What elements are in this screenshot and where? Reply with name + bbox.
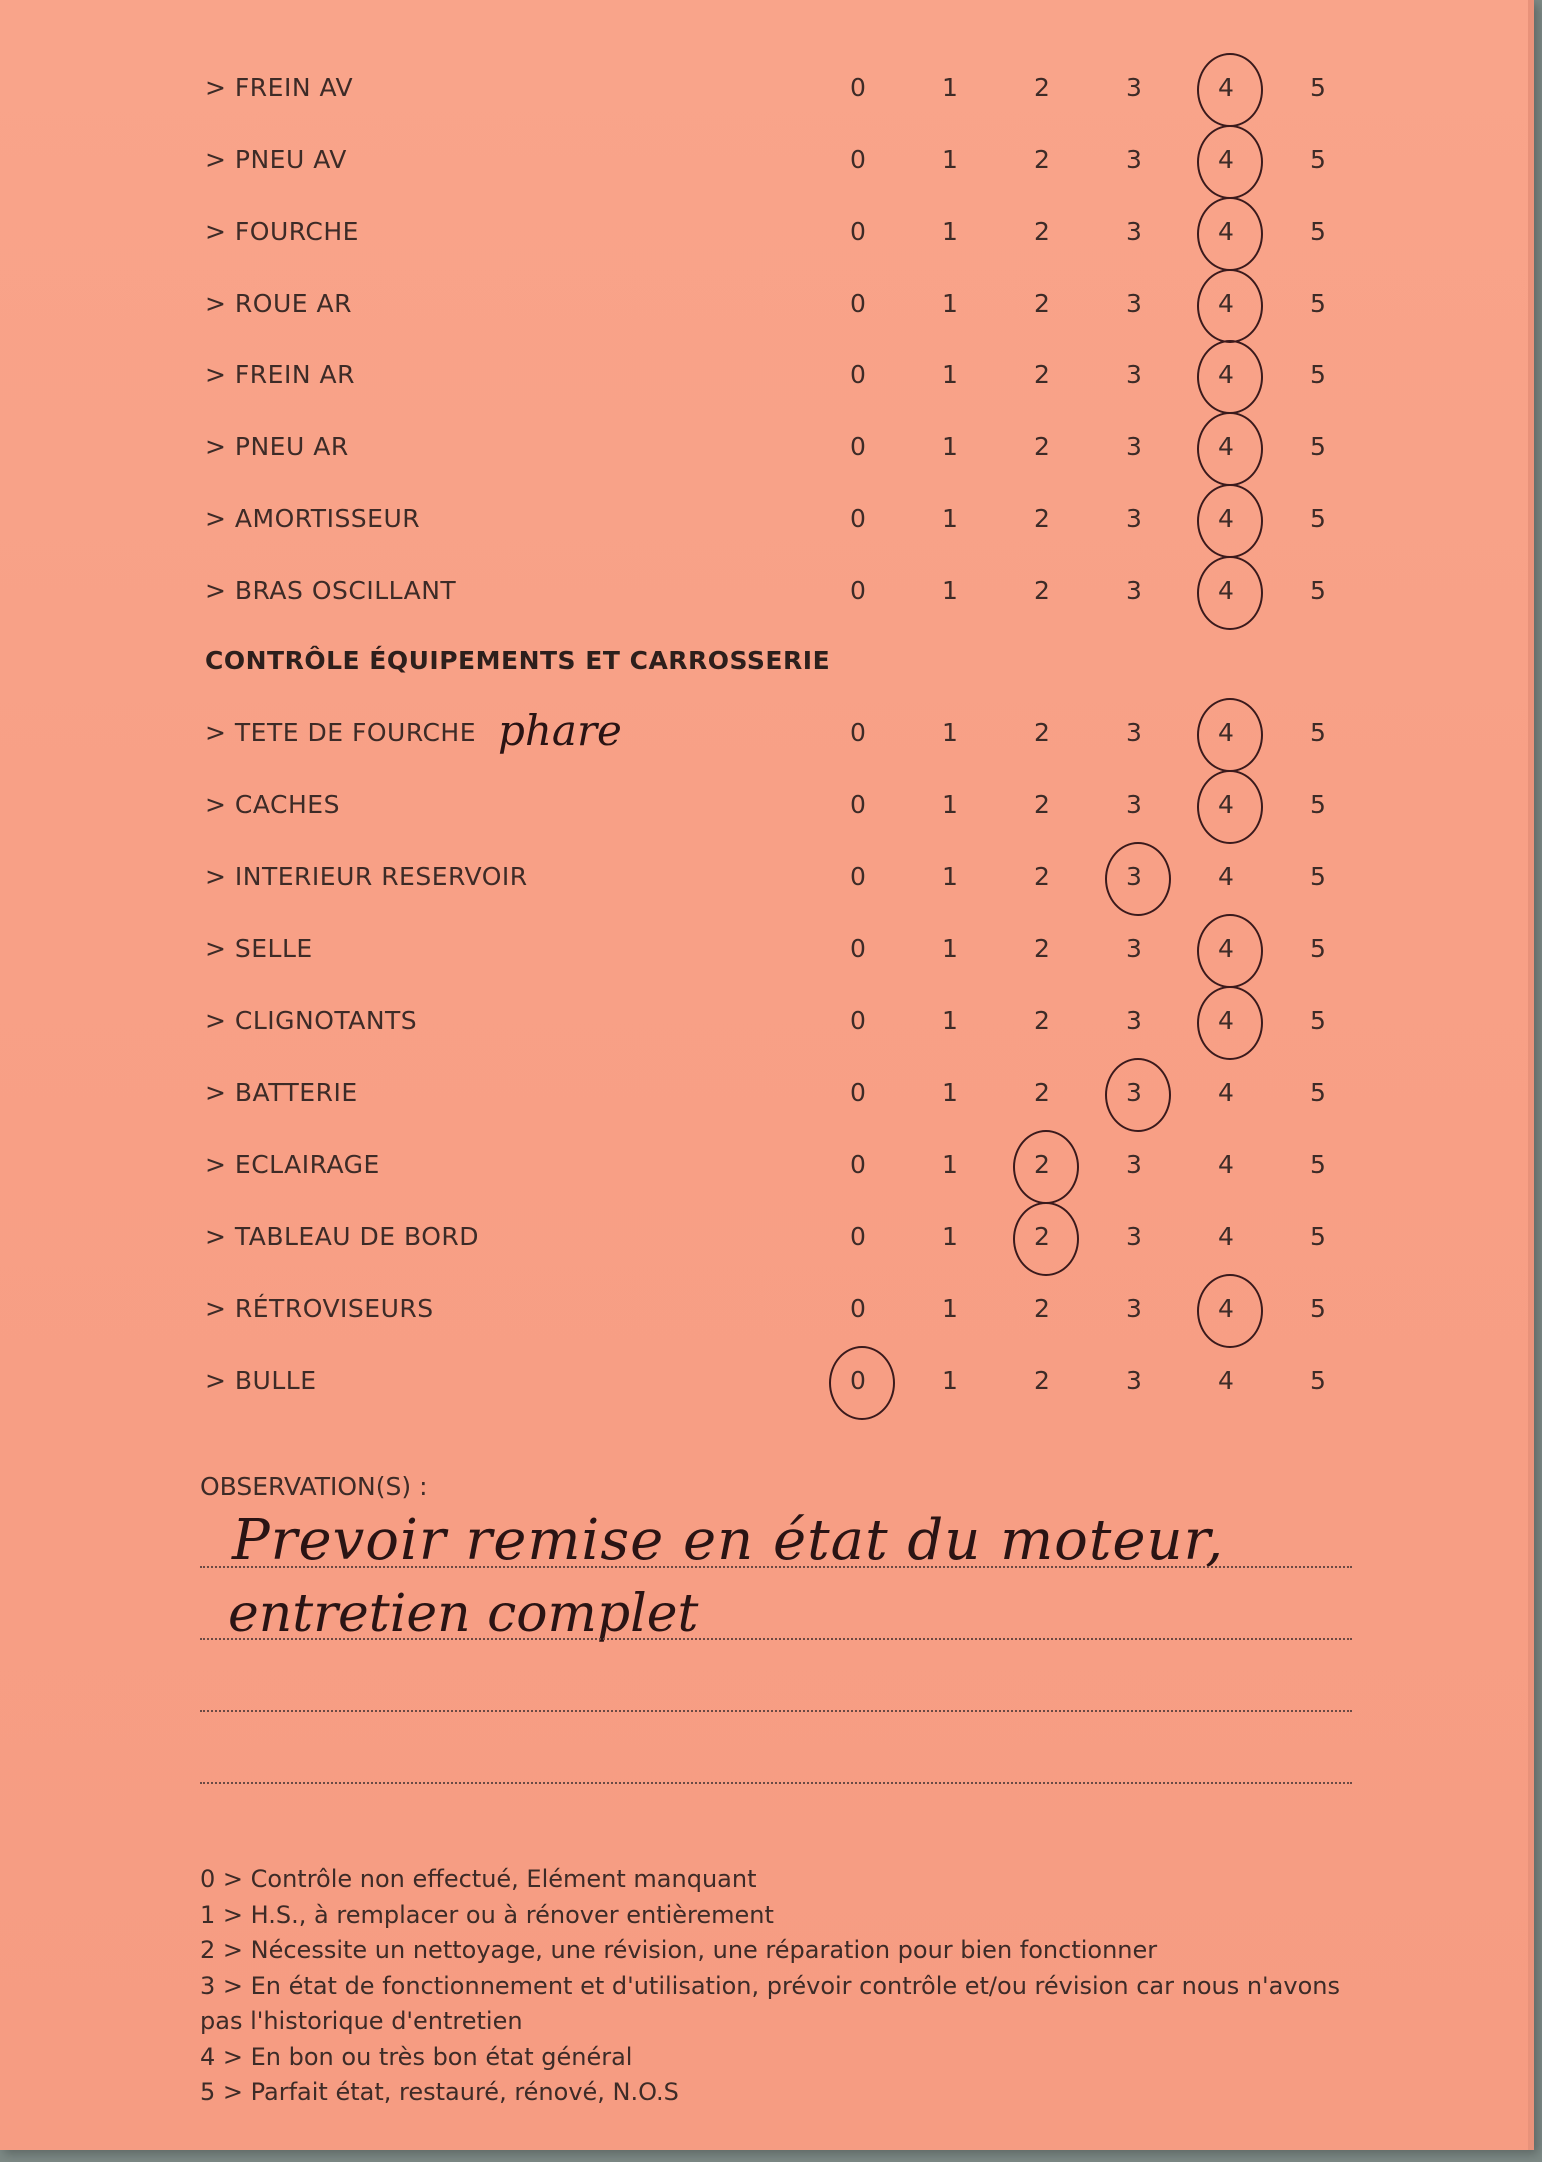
score-option[interactable]: 0: [850, 217, 866, 246]
score-option[interactable]: 4: [1218, 576, 1234, 605]
score-option[interactable]: 0: [850, 1222, 866, 1251]
score-option[interactable]: 4: [1218, 1222, 1234, 1251]
score-option[interactable]: 1: [942, 1366, 958, 1395]
score-option[interactable]: 5: [1310, 1078, 1326, 1107]
row-label: > FOURCHE: [205, 217, 359, 246]
row-label: > CLIGNOTANTS: [205, 1006, 418, 1035]
score-option[interactable]: 2: [1034, 360, 1050, 389]
score-option[interactable]: 2: [1034, 862, 1050, 891]
row-label: > BATTERIE: [205, 1078, 358, 1107]
score-option[interactable]: 0: [850, 1366, 866, 1395]
score-option[interactable]: 5: [1310, 1222, 1326, 1251]
score-option[interactable]: 1: [942, 934, 958, 963]
score-option[interactable]: 0: [850, 360, 866, 389]
score-option[interactable]: 3: [1126, 504, 1142, 533]
score-option[interactable]: 1: [942, 1294, 958, 1323]
score-option[interactable]: 2: [1034, 1294, 1050, 1323]
score-option[interactable]: 1: [942, 862, 958, 891]
score-option[interactable]: 1: [942, 576, 958, 605]
score-option[interactable]: 1: [942, 360, 958, 389]
score-option[interactable]: 4: [1218, 1006, 1234, 1035]
score-option[interactable]: 2: [1034, 576, 1050, 605]
score-option[interactable]: 4: [1218, 360, 1234, 389]
score-option[interactable]: 0: [850, 790, 866, 819]
score-option[interactable]: 0: [850, 1150, 866, 1179]
score-option[interactable]: 0: [850, 432, 866, 461]
score-option[interactable]: 5: [1310, 1150, 1326, 1179]
score-option[interactable]: 2: [1034, 73, 1050, 102]
legend-item: 0 > Contrôle non effectué, Elément manquant: [200, 1865, 757, 1893]
score-option[interactable]: 1: [942, 289, 958, 318]
score-option[interactable]: 5: [1310, 934, 1326, 963]
score-option[interactable]: 3: [1126, 934, 1142, 963]
score-option[interactable]: 0: [850, 73, 866, 102]
row-label: > BULLE: [205, 1366, 317, 1395]
score-option[interactable]: 2: [1034, 1150, 1050, 1179]
observations-label: OBSERVATION(S) :: [200, 1472, 428, 1501]
legend-item: 2 > Nécessite un nettoyage, une révision, une réparation pour bien fonctionner: [200, 1936, 1158, 1964]
row-label: > ROUE AR: [205, 289, 352, 318]
row-label: > RÉTROVISEURS: [205, 1294, 434, 1323]
score-option[interactable]: 0: [850, 1294, 866, 1323]
dotted-line: [200, 1638, 1352, 1640]
dotted-line: [200, 1566, 1352, 1568]
score-option[interactable]: 0: [850, 934, 866, 963]
row-label: > SELLE: [205, 934, 313, 963]
score-option[interactable]: 3: [1126, 360, 1142, 389]
score-option[interactable]: 3: [1126, 718, 1142, 747]
score-option[interactable]: 3: [1126, 862, 1142, 891]
score-option[interactable]: 3: [1126, 145, 1142, 174]
score-option[interactable]: 5: [1310, 1006, 1326, 1035]
row-label: > TETE DE FOURCHE: [205, 718, 476, 747]
score-option[interactable]: 2: [1034, 504, 1050, 533]
score-option[interactable]: 0: [850, 1006, 866, 1035]
score-option[interactable]: 0: [850, 576, 866, 605]
score-option[interactable]: 5: [1310, 862, 1326, 891]
score-option[interactable]: 4: [1218, 1150, 1234, 1179]
score-option[interactable]: 5: [1310, 73, 1326, 102]
score-option[interactable]: 2: [1034, 934, 1050, 963]
score-option[interactable]: 1: [942, 504, 958, 533]
score-option[interactable]: 4: [1218, 718, 1234, 747]
score-option[interactable]: 5: [1310, 504, 1326, 533]
score-option[interactable]: 5: [1310, 289, 1326, 318]
row-label: > AMORTISSEUR: [205, 504, 421, 533]
score-option[interactable]: 1: [942, 432, 958, 461]
score-option[interactable]: 4: [1218, 1078, 1234, 1107]
score-option[interactable]: 5: [1310, 576, 1326, 605]
score-option[interactable]: 1: [942, 1078, 958, 1107]
score-option[interactable]: 3: [1126, 432, 1142, 461]
score-option[interactable]: 5: [1310, 790, 1326, 819]
score-option[interactable]: 3: [1126, 73, 1142, 102]
score-option[interactable]: 1: [942, 718, 958, 747]
score-option[interactable]: 3: [1126, 790, 1142, 819]
score-option[interactable]: 4: [1218, 217, 1234, 246]
section-title: CONTRÔLE ÉQUIPEMENTS ET CARROSSERIE: [205, 646, 831, 675]
score-option[interactable]: 1: [942, 1150, 958, 1179]
score-option[interactable]: 4: [1218, 862, 1234, 891]
dotted-line: [200, 1782, 1352, 1784]
score-option[interactable]: 5: [1310, 145, 1326, 174]
score-option[interactable]: 1: [942, 790, 958, 819]
score-option[interactable]: 0: [850, 289, 866, 318]
score-option[interactable]: 3: [1126, 1222, 1142, 1251]
row-label: > INTERIEUR RESERVOIR: [205, 862, 528, 891]
score-option[interactable]: 4: [1218, 1294, 1234, 1323]
row-label: > PNEU AR: [205, 432, 349, 461]
score-option[interactable]: 0: [850, 718, 866, 747]
score-option[interactable]: 3: [1126, 1294, 1142, 1323]
score-option[interactable]: 0: [850, 862, 866, 891]
score-option[interactable]: 5: [1310, 360, 1326, 389]
score-option[interactable]: 3: [1126, 217, 1142, 246]
score-option[interactable]: 3: [1126, 1006, 1142, 1035]
score-option[interactable]: 4: [1218, 790, 1234, 819]
score-option[interactable]: 0: [850, 504, 866, 533]
score-option[interactable]: 2: [1034, 1006, 1050, 1035]
observation-line-2: entretien complet: [228, 1584, 699, 1644]
score-option[interactable]: 5: [1310, 432, 1326, 461]
score-option[interactable]: 4: [1218, 1366, 1234, 1395]
score-option[interactable]: 1: [942, 145, 958, 174]
score-option[interactable]: 2: [1034, 289, 1050, 318]
row-label: > FREIN AR: [205, 360, 355, 389]
score-option[interactable]: 4: [1218, 73, 1234, 102]
score-option[interactable]: 5: [1310, 718, 1326, 747]
score-option[interactable]: 2: [1034, 1222, 1050, 1251]
score-option[interactable]: 4: [1218, 934, 1234, 963]
row-label: > TABLEAU DE BORD: [205, 1222, 480, 1251]
score-option[interactable]: 3: [1126, 576, 1142, 605]
score-option[interactable]: 4: [1218, 145, 1234, 174]
legend-item: 3 > En état de fonctionnement et d'utilisation, prévoir contrôle et/ou révision car nous n'avons pas l'historique d'entretien: [200, 1971, 1340, 2035]
score-option[interactable]: 1: [942, 1222, 958, 1251]
row-label: > CACHES: [205, 790, 340, 819]
legend-item: 1 > H.S., à remplacer ou à rénover entièrement: [200, 1900, 774, 1929]
score-option[interactable]: 4: [1218, 289, 1234, 318]
score-option[interactable]: 2: [1034, 1078, 1050, 1107]
score-option[interactable]: 2: [1034, 145, 1050, 174]
score-option[interactable]: 1: [942, 217, 958, 246]
score-option[interactable]: 2: [1034, 217, 1050, 246]
legend-item: 5 > Parfait état, restauré, rénové, N.O.S: [200, 2078, 679, 2106]
row-label: > FREIN AV: [205, 73, 354, 102]
score-option[interactable]: 3: [1126, 1078, 1142, 1107]
score-option[interactable]: 2: [1034, 432, 1050, 461]
row-label: > ECLAIRAGE: [205, 1150, 380, 1179]
score-option[interactable]: 5: [1310, 1366, 1326, 1395]
legend-item: 4 > En bon ou très bon état général: [200, 2042, 633, 2071]
rating-legend: [200, 1862, 1380, 2111]
score-option[interactable]: 2: [1034, 1366, 1050, 1395]
score-option[interactable]: 5: [1310, 217, 1326, 246]
score-option[interactable]: 4: [1218, 432, 1234, 461]
score-option[interactable]: 2: [1034, 718, 1050, 747]
score-option[interactable]: 3: [1126, 1366, 1142, 1395]
score-option[interactable]: 3: [1126, 1150, 1142, 1179]
dotted-line: [200, 1710, 1352, 1712]
score-option[interactable]: 0: [850, 145, 866, 174]
score-option[interactable]: 5: [1310, 1294, 1326, 1323]
handwritten-note-fourche: phare: [498, 706, 622, 755]
row-label: > PNEU AV: [205, 145, 347, 174]
score-option[interactable]: 2: [1034, 790, 1050, 819]
row-label: > BRAS OSCILLANT: [205, 576, 457, 605]
score-option[interactable]: 1: [942, 1006, 958, 1035]
score-option[interactable]: 4: [1218, 504, 1234, 533]
score-option[interactable]: 1: [942, 73, 958, 102]
observation-line-1: Prevoir remise en état du moteur,: [232, 1508, 1225, 1573]
score-option[interactable]: 0: [850, 1078, 866, 1107]
score-option[interactable]: 3: [1126, 289, 1142, 318]
